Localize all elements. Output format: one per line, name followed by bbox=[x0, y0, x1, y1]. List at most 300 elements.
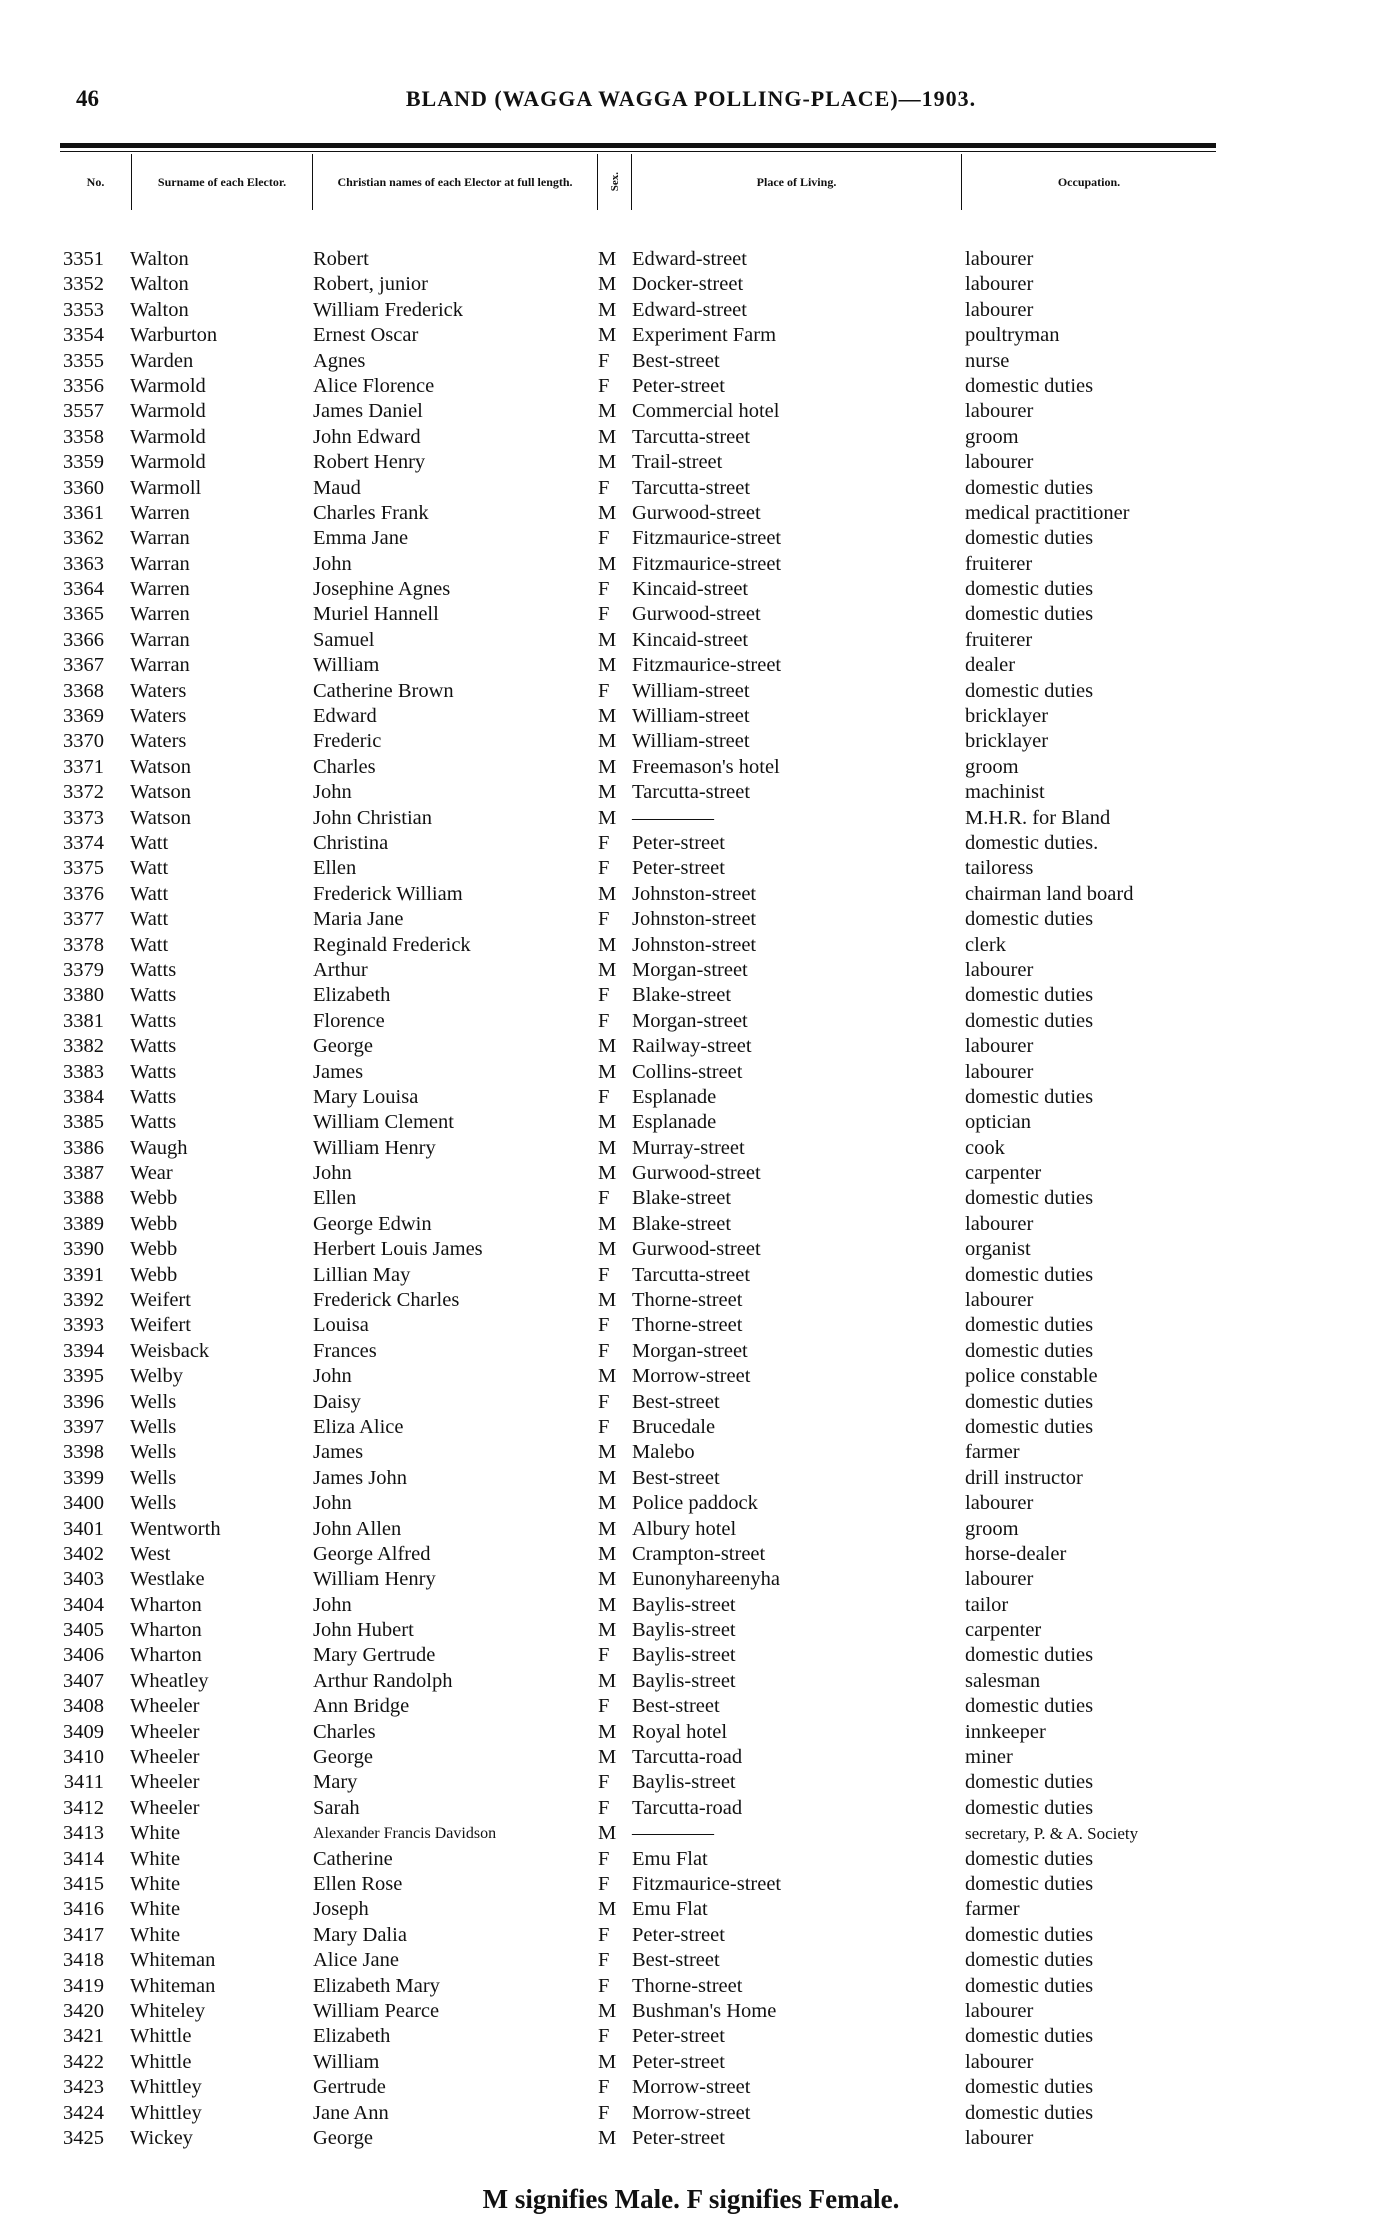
elector-surname: Warmoll bbox=[130, 476, 202, 499]
elector-christian-names: Mary Louisa bbox=[313, 1085, 419, 1108]
elector-christian-names: George Edwin bbox=[313, 1212, 432, 1235]
elector-number: 3415 bbox=[63, 1873, 104, 1895]
elector-surname: Wheeler bbox=[130, 1695, 200, 1718]
elector-christian-names: Elizabeth bbox=[313, 2025, 391, 2048]
elector-place: Freemason's hotel bbox=[632, 755, 780, 778]
elector-christian-names: Catherine Brown bbox=[313, 679, 454, 702]
elector-place: Thorne-street bbox=[632, 1289, 743, 1312]
elector-number: 3386 bbox=[63, 1136, 104, 1159]
footer-legend: M signifies Male. F signifies Female. bbox=[482, 2184, 900, 2214]
elector-christian-names: John bbox=[313, 1365, 352, 1388]
elector-occupation: labourer bbox=[965, 1999, 1034, 2022]
table-row bbox=[0, 1923, 1382, 1948]
elector-occupation: labourer bbox=[965, 1060, 1034, 1083]
elector-occupation: groom bbox=[965, 1517, 1019, 1540]
column-header-occupation: Occupation. bbox=[1057, 175, 1121, 189]
elector-sex: M bbox=[598, 1492, 617, 1515]
elector-christian-names: Catherine bbox=[313, 1847, 393, 1870]
elector-place: Johnston-street bbox=[632, 908, 757, 931]
elector-sex: F bbox=[598, 603, 610, 626]
elector-place: Crampton-street bbox=[632, 1542, 766, 1565]
elector-christian-names: Edward bbox=[313, 705, 377, 728]
elector-surname: Wheeler bbox=[130, 1746, 200, 1769]
elector-place: Emu Flat bbox=[632, 1847, 708, 1870]
elector-surname: Whiteman bbox=[130, 1949, 216, 1972]
elector-place: Best-street bbox=[632, 1390, 720, 1413]
table-row bbox=[0, 1186, 1382, 1211]
elector-christian-names: William Clement bbox=[313, 1111, 454, 1134]
elector-sex: F bbox=[598, 374, 610, 397]
elector-christian-names: Maud bbox=[313, 476, 361, 499]
elector-christian-names: Joseph bbox=[313, 1898, 369, 1921]
elector-occupation: domestic duties bbox=[965, 2076, 1094, 2099]
table-row bbox=[0, 526, 1382, 551]
elector-number: 3370 bbox=[63, 730, 104, 753]
elector-occupation: domestic duties bbox=[965, 1949, 1094, 1972]
elector-surname: Wells bbox=[130, 1466, 177, 1489]
elector-place: Peter-street bbox=[632, 1923, 725, 1946]
elector-sex: M bbox=[598, 1162, 617, 1185]
elector-sex: M bbox=[598, 1365, 617, 1388]
elector-christian-names: Josephine Agnes bbox=[313, 578, 451, 601]
elector-christian-names: John bbox=[313, 1593, 352, 1616]
elector-occupation: labourer bbox=[965, 248, 1034, 270]
elector-number: 3390 bbox=[63, 1238, 104, 1261]
elector-christian-names: Elizabeth Mary bbox=[313, 1974, 440, 1997]
elector-place: Johnston-street bbox=[632, 933, 757, 956]
elector-place: Morgan-street bbox=[632, 1339, 748, 1362]
elector-surname: Wheatley bbox=[130, 1669, 209, 1692]
elector-surname: Warren bbox=[130, 578, 190, 601]
table-row bbox=[0, 653, 1382, 678]
elector-number: 3360 bbox=[63, 476, 104, 499]
elector-surname: Warran bbox=[130, 527, 190, 550]
elector-number: 3366 bbox=[63, 628, 104, 651]
elector-sex: M bbox=[598, 1593, 617, 1616]
elector-christian-names: John Christian bbox=[313, 806, 433, 829]
elector-number: 3377 bbox=[63, 908, 104, 931]
table-row bbox=[0, 1796, 1382, 1821]
table-row bbox=[0, 1999, 1382, 2024]
elector-number: 3408 bbox=[63, 1695, 104, 1718]
table-row bbox=[0, 1161, 1382, 1186]
elector-surname: Watts bbox=[130, 1009, 177, 1032]
elector-surname: Watts bbox=[130, 1111, 177, 1134]
elector-number: 3406 bbox=[63, 1644, 104, 1667]
elector-christian-names: Arthur bbox=[313, 958, 368, 981]
elector-occupation: M.H.R. for Bland bbox=[965, 806, 1111, 829]
elector-surname: Wheeler bbox=[130, 1771, 200, 1794]
elector-sex: F bbox=[598, 984, 610, 1007]
elector-place: Malebo bbox=[632, 1441, 695, 1464]
elector-sex: M bbox=[598, 1568, 617, 1591]
elector-place: Gurwood-street bbox=[632, 1162, 761, 1185]
table-row bbox=[0, 1567, 1382, 1592]
elector-christian-names: Reginald Frederick bbox=[313, 933, 471, 956]
elector-place: Commercial hotel bbox=[632, 400, 780, 423]
elector-christian-names: George bbox=[313, 2126, 373, 2149]
elector-surname: White bbox=[130, 1847, 181, 1870]
elector-christian-names: John Hubert bbox=[313, 1619, 414, 1642]
elector-place: Gurwood-street bbox=[632, 603, 761, 626]
elector-sex: M bbox=[598, 1822, 617, 1845]
elector-surname: Warren bbox=[130, 501, 190, 524]
elector-number: 3384 bbox=[63, 1085, 104, 1108]
elector-sex: F bbox=[598, 1923, 610, 1946]
elector-place: ———— bbox=[632, 806, 714, 829]
elector-surname: Watson bbox=[130, 806, 191, 829]
elector-place: Thorne-street bbox=[632, 1314, 743, 1337]
table-row bbox=[0, 323, 1382, 348]
table-row bbox=[0, 1009, 1382, 1034]
elector-number: 3395 bbox=[63, 1365, 104, 1388]
elector-sex: F bbox=[598, 908, 610, 931]
elector-place: Blake-street bbox=[632, 1212, 732, 1235]
elector-sex: F bbox=[598, 2076, 610, 2099]
elector-place: Royal hotel bbox=[632, 1720, 728, 1743]
elector-number: 3393 bbox=[63, 1314, 104, 1337]
elector-number: 3364 bbox=[63, 578, 104, 601]
elector-christian-names: Ellen Rose bbox=[313, 1873, 403, 1895]
table-row bbox=[0, 628, 1382, 653]
elector-occupation: carpenter bbox=[965, 1619, 1042, 1642]
elector-place: William-street bbox=[632, 730, 750, 753]
elector-sex: M bbox=[598, 781, 617, 804]
table-row bbox=[0, 1364, 1382, 1389]
elector-number: 3371 bbox=[63, 755, 104, 778]
elector-christian-names: John bbox=[313, 1162, 352, 1185]
column-header-christian: Christian names of each Elector at full length. bbox=[313, 154, 598, 210]
elector-sex: M bbox=[598, 1289, 617, 1312]
elector-occupation: groom bbox=[965, 425, 1019, 448]
elector-place: Peter-street bbox=[632, 374, 725, 397]
column-header-sex: Sex. bbox=[608, 172, 621, 192]
table-row bbox=[0, 399, 1382, 424]
elector-occupation: nurse bbox=[965, 349, 1010, 372]
elector-occupation: labourer bbox=[965, 1035, 1034, 1058]
elector-place: Police paddock bbox=[632, 1492, 758, 1515]
elector-occupation: bricklayer bbox=[965, 730, 1049, 753]
table-row bbox=[0, 450, 1382, 475]
table-row bbox=[0, 831, 1382, 856]
table-row bbox=[0, 2075, 1382, 2100]
column-header-sex-cell bbox=[598, 154, 632, 210]
table-row bbox=[0, 2050, 1382, 2075]
elector-surname: Whiteman bbox=[130, 1974, 216, 1997]
elector-number: 3382 bbox=[63, 1035, 104, 1058]
page-title: BLAND (WAGGA WAGGA POLLING-PLACE)—1903. bbox=[405, 86, 977, 111]
elector-occupation: domestic duties bbox=[965, 984, 1094, 1007]
elector-occupation: domestic duties bbox=[965, 1085, 1094, 1108]
elector-occupation: miner bbox=[965, 1746, 1013, 1769]
elector-sex: M bbox=[598, 1441, 617, 1464]
elector-sex: M bbox=[598, 806, 617, 829]
elector-place: Tarcutta-road bbox=[632, 1746, 743, 1769]
table-row bbox=[0, 1618, 1382, 1643]
elector-sex: M bbox=[598, 298, 617, 321]
elector-christian-names: Samuel bbox=[313, 628, 375, 651]
elector-place: Collins-street bbox=[632, 1060, 743, 1083]
elector-surname: Waugh bbox=[130, 1136, 188, 1159]
elector-place: Tarcutta-street bbox=[632, 1263, 751, 1286]
elector-sex: M bbox=[598, 2126, 617, 2149]
elector-surname: Warran bbox=[130, 654, 190, 677]
elector-occupation: secretary, P. & A. Society bbox=[965, 1824, 1139, 1844]
elector-place: Blake-street bbox=[632, 984, 732, 1007]
elector-place: Esplanade bbox=[632, 1111, 717, 1134]
elector-list bbox=[0, 247, 1382, 2151]
elector-number: 3405 bbox=[63, 1619, 104, 1642]
elector-sex: M bbox=[598, 501, 617, 524]
table-row bbox=[0, 1948, 1382, 1973]
elector-surname: Watt bbox=[130, 882, 169, 905]
table-row bbox=[0, 2101, 1382, 2126]
elector-place: Tarcutta-street bbox=[632, 476, 751, 499]
elector-christian-names: Louisa bbox=[313, 1314, 369, 1337]
elector-sex: M bbox=[598, 1720, 617, 1743]
elector-number: 3381 bbox=[63, 1009, 104, 1032]
elector-place: Fitzmaurice-street bbox=[632, 1873, 782, 1895]
table-row bbox=[0, 1770, 1382, 1795]
elector-place: William-street bbox=[632, 679, 750, 702]
elector-place: Baylis-street bbox=[632, 1644, 736, 1667]
elector-surname: Whittley bbox=[130, 2076, 202, 2099]
elector-occupation: domestic duties bbox=[965, 1974, 1094, 1997]
elector-christian-names: Herbert Louis James bbox=[313, 1238, 483, 1261]
table-row bbox=[0, 755, 1382, 780]
elector-surname: Wheeler bbox=[130, 1796, 200, 1819]
elector-occupation: domestic duties bbox=[965, 1187, 1094, 1210]
elector-sex: M bbox=[598, 1035, 617, 1058]
elector-number: 3363 bbox=[63, 552, 104, 575]
table-row bbox=[0, 552, 1382, 577]
elector-surname: Whiteley bbox=[130, 1999, 206, 2022]
elector-sex: F bbox=[598, 679, 610, 702]
elector-place: Eunonyhareenyha bbox=[632, 1568, 780, 1591]
elector-christian-names: Ellen bbox=[313, 1187, 357, 1210]
elector-surname: Warmold bbox=[130, 374, 206, 397]
elector-surname: White bbox=[130, 1923, 181, 1946]
header-rule-thin bbox=[60, 151, 1216, 152]
elector-place: Best-street bbox=[632, 349, 720, 372]
elector-christian-names: Alice Florence bbox=[313, 374, 435, 397]
elector-occupation: police constable bbox=[965, 1365, 1098, 1388]
elector-occupation: domestic duties bbox=[965, 1695, 1094, 1718]
elector-sex: M bbox=[598, 552, 617, 575]
elector-christian-names: John Edward bbox=[313, 425, 421, 448]
elector-surname: White bbox=[130, 1822, 181, 1845]
elector-place: Best-street bbox=[632, 1695, 720, 1718]
table-row bbox=[0, 1136, 1382, 1161]
elector-number: 3399 bbox=[63, 1466, 104, 1489]
elector-sex: F bbox=[598, 1847, 610, 1870]
elector-number: 3358 bbox=[63, 425, 104, 448]
elector-sex: F bbox=[598, 1644, 610, 1667]
elector-christian-names: Gertrude bbox=[313, 2076, 386, 2099]
elector-occupation: domestic duties bbox=[965, 1771, 1094, 1794]
elector-sex: F bbox=[598, 1390, 610, 1413]
elector-christian-names: Alexander Francis Davidson bbox=[313, 1825, 497, 1843]
elector-sex: M bbox=[598, 451, 617, 474]
elector-christian-names: William Henry bbox=[313, 1568, 436, 1591]
elector-occupation: drill instructor bbox=[965, 1466, 1083, 1489]
elector-surname: Watt bbox=[130, 857, 169, 880]
elector-sex: M bbox=[598, 705, 617, 728]
elector-sex: M bbox=[598, 1238, 617, 1261]
elector-surname: Webb bbox=[130, 1187, 178, 1210]
elector-sex: M bbox=[598, 1136, 617, 1159]
table-row bbox=[0, 933, 1382, 958]
table-row bbox=[0, 298, 1382, 323]
elector-sex: F bbox=[598, 1263, 610, 1286]
elector-number: 3401 bbox=[63, 1517, 104, 1540]
elector-christian-names: Daisy bbox=[313, 1390, 361, 1413]
elector-occupation: domestic duties bbox=[965, 1009, 1094, 1032]
elector-occupation: fruiterer bbox=[965, 628, 1033, 651]
elector-christian-names: James bbox=[313, 1060, 364, 1083]
elector-place: Brucedale bbox=[632, 1415, 716, 1438]
elector-place: Albury hotel bbox=[632, 1517, 737, 1540]
elector-sex: M bbox=[598, 958, 617, 981]
table-row bbox=[0, 780, 1382, 805]
elector-place: Fitzmaurice-street bbox=[632, 527, 782, 550]
elector-surname: Walton bbox=[130, 248, 189, 270]
elector-number: 3367 bbox=[63, 654, 104, 677]
table-row bbox=[0, 1212, 1382, 1237]
elector-place: Tarcutta-street bbox=[632, 425, 751, 448]
elector-sex: F bbox=[598, 1187, 610, 1210]
table-row bbox=[0, 1390, 1382, 1415]
elector-number: 3398 bbox=[63, 1441, 104, 1464]
elector-number: 3351 bbox=[63, 248, 104, 270]
elector-surname: Whittle bbox=[130, 2025, 192, 2048]
elector-number: 3413 bbox=[63, 1822, 104, 1845]
elector-sex: M bbox=[598, 882, 617, 905]
elector-occupation: domestic duties bbox=[965, 1415, 1094, 1438]
elector-christian-names: John bbox=[313, 781, 352, 804]
table-row bbox=[0, 1263, 1382, 1288]
elector-christian-names: Agnes bbox=[313, 349, 366, 372]
elector-place: Tarcutta-road bbox=[632, 1796, 743, 1819]
elector-occupation: domestic duties bbox=[965, 1263, 1094, 1286]
elector-christian-names: Mary Gertrude bbox=[313, 1644, 436, 1667]
elector-christian-names: Sarah bbox=[313, 1796, 360, 1819]
elector-place: Best-street bbox=[632, 1949, 720, 1972]
elector-occupation: domestic duties bbox=[965, 908, 1094, 931]
elector-sex: M bbox=[598, 1060, 617, 1083]
elector-surname: Watts bbox=[130, 1085, 177, 1108]
elector-occupation: labourer bbox=[965, 2050, 1034, 2073]
table-row bbox=[0, 1313, 1382, 1338]
elector-surname: Whittley bbox=[130, 2101, 202, 2124]
elector-occupation: domestic duties bbox=[965, 1390, 1094, 1413]
elector-christian-names: Ernest Oscar bbox=[313, 324, 419, 347]
elector-occupation: domestic duties bbox=[965, 476, 1094, 499]
elector-sex: F bbox=[598, 1415, 610, 1438]
table-row bbox=[0, 1643, 1382, 1668]
elector-number: 3353 bbox=[63, 298, 104, 321]
elector-christian-names: Mary bbox=[313, 1771, 358, 1794]
elector-surname: Wharton bbox=[130, 1619, 202, 1642]
elector-number: 3368 bbox=[63, 679, 104, 702]
table-row bbox=[0, 476, 1382, 501]
elector-number: 3369 bbox=[63, 705, 104, 728]
table-row bbox=[0, 1339, 1382, 1364]
elector-occupation: labourer bbox=[965, 958, 1034, 981]
elector-sex: M bbox=[598, 1746, 617, 1769]
elector-surname: Warmold bbox=[130, 451, 206, 474]
elector-surname: Waters bbox=[130, 705, 187, 728]
table-row bbox=[0, 1517, 1382, 1542]
elector-number: 3400 bbox=[63, 1492, 104, 1515]
elector-place: Fitzmaurice-street bbox=[632, 552, 782, 575]
elector-place: Morgan-street bbox=[632, 1009, 748, 1032]
elector-sex: F bbox=[598, 1949, 610, 1972]
elector-occupation: labourer bbox=[965, 273, 1034, 296]
elector-christian-names: Charles bbox=[313, 755, 376, 778]
elector-number: 3414 bbox=[63, 1847, 104, 1870]
table-row bbox=[0, 882, 1382, 907]
elector-number: 3412 bbox=[63, 1796, 104, 1819]
elector-number: 3422 bbox=[63, 2050, 104, 2073]
elector-place: Edward-street bbox=[632, 298, 747, 321]
elector-number: 3418 bbox=[63, 1949, 104, 1972]
elector-occupation: poultryman bbox=[965, 324, 1060, 347]
elector-surname: Waters bbox=[130, 679, 187, 702]
elector-surname: Weifert bbox=[130, 1289, 191, 1312]
elector-sex: F bbox=[598, 1085, 610, 1108]
elector-number: 3409 bbox=[63, 1720, 104, 1743]
elector-christian-names: Ellen bbox=[313, 857, 357, 880]
elector-place: Peter-street bbox=[632, 2050, 725, 2073]
table-row bbox=[0, 374, 1382, 399]
elector-sex: M bbox=[598, 425, 617, 448]
elector-christian-names: Mary Dalia bbox=[313, 1923, 407, 1946]
elector-place: Docker-street bbox=[632, 273, 744, 296]
elector-surname: Waters bbox=[130, 730, 187, 753]
elector-sex: F bbox=[598, 1873, 610, 1895]
table-row bbox=[0, 1288, 1382, 1313]
elector-occupation: optician bbox=[965, 1111, 1032, 1134]
elector-surname: West bbox=[130, 1542, 171, 1565]
elector-occupation: domestic duties bbox=[965, 527, 1094, 550]
elector-number: 3379 bbox=[63, 958, 104, 981]
elector-occupation: farmer bbox=[965, 1441, 1020, 1464]
elector-surname: Wentworth bbox=[130, 1517, 221, 1540]
elector-sex: M bbox=[598, 933, 617, 956]
table-row bbox=[0, 1974, 1382, 1999]
elector-christian-names: William bbox=[313, 654, 380, 677]
elector-surname: Wheeler bbox=[130, 1720, 200, 1743]
table-row bbox=[0, 958, 1382, 983]
elector-number: 3376 bbox=[63, 882, 104, 905]
elector-christian-names: John Allen bbox=[313, 1517, 402, 1540]
elector-sex: M bbox=[598, 1619, 617, 1642]
table-row bbox=[0, 2024, 1382, 2049]
elector-christian-names: Robert, junior bbox=[313, 273, 429, 296]
elector-number: 3421 bbox=[63, 2025, 104, 2048]
elector-christian-names: George bbox=[313, 1746, 373, 1769]
elector-occupation: labourer bbox=[965, 2126, 1034, 2149]
elector-occupation: domestic duties bbox=[965, 1796, 1094, 1819]
elector-christian-names: Eliza Alice bbox=[313, 1415, 404, 1438]
elector-occupation: labourer bbox=[965, 400, 1034, 423]
elector-surname: Watts bbox=[130, 958, 177, 981]
elector-christian-names: Emma Jane bbox=[313, 527, 409, 550]
elector-number: 3423 bbox=[63, 2076, 104, 2099]
elector-place: ———— bbox=[632, 1822, 714, 1845]
elector-surname: Warden bbox=[130, 349, 194, 372]
